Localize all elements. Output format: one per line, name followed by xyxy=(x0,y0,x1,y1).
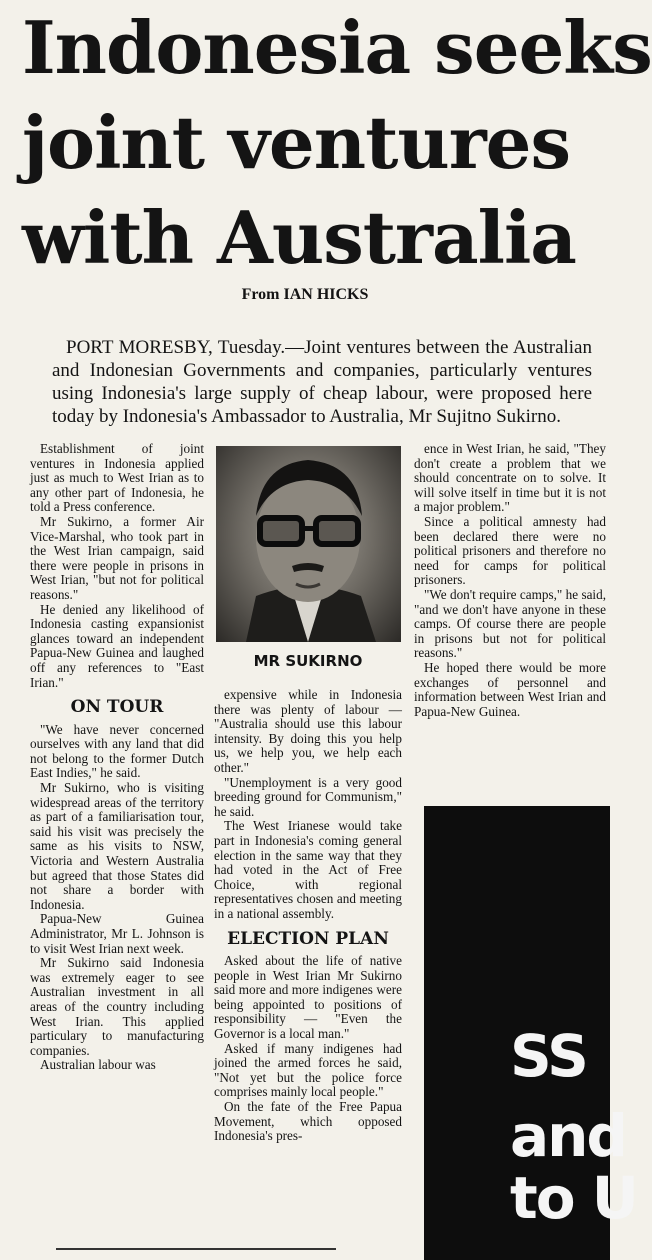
photo-caption: MR SUKIRNO xyxy=(253,652,363,670)
paragraph: Mr Sukirno said Indonesia was extremely eager to see Australian investment in all areas of the country including West Irian. This applied particulary to manufacturing companies. xyxy=(30,955,204,1058)
headline-line: with Australia xyxy=(22,195,576,280)
paragraph: Mr Sukirno, a former Air Vice-Marshal, who took part in the West Irian campaign, said there were people in prisons in West Irian, "but not for political reasons." xyxy=(30,513,204,602)
portrait-illustration xyxy=(216,446,401,642)
subheading-on-tour: ON TOUR xyxy=(70,697,164,718)
paragraph: Since a political amnesty had been declared there were no political prisoners and therefore no need for camps for political prisoners. xyxy=(414,513,606,588)
advertisement-text: and xyxy=(510,1102,626,1170)
headline-line: Indonesia seeks xyxy=(22,5,652,90)
paragraph: "We don't require camps," he said, "and we don't have anyone in these camps. Of course there are people in prisons but not for political reasons." xyxy=(414,586,606,661)
paragraph: On the fate of the Free Papua Movement, which opposed Indonesia's pres- xyxy=(214,1099,402,1144)
paragraph: Establishment of joint ventures in Indonesia applied just as much to West Irian as to any other part of Indonesia, he told a Press conference. xyxy=(30,441,204,515)
paragraph: "We have never concerned ourselves with any land that did not belong to the former Dutch East Indies," he said. xyxy=(30,721,204,781)
paragraph: Australian labour was xyxy=(40,1057,156,1073)
paragraph: "Unemployment is a very good breeding ground for Communism," he said. xyxy=(214,774,402,819)
headline-line: joint ventures xyxy=(22,100,570,185)
subheading-election-plan: ELECTION PLAN xyxy=(227,928,389,949)
byline: From IAN HICKS xyxy=(241,286,369,303)
column-right xyxy=(414,442,606,719)
paragraph: He denied any likelihood of Indonesia casting expansionist glances toward an independent Papua-New Guinea and laughed off any references to "East Irian." xyxy=(30,601,204,690)
paragraph: He hoped there would be more exchanges of personnel and information between West Irian and Papua-New Guinea. xyxy=(414,659,606,719)
paragraph: Asked about the life of native people in West Irian Mr Sukirno said more and more indigenes were being appointed to positions of responsibility — "Even the Governor is a local man." xyxy=(214,953,402,1042)
advertisement-text: SS xyxy=(510,1022,587,1090)
portrait-photo xyxy=(216,446,401,642)
paragraph: The West Irianese would take part in Indonesia's coming general election in the same way that they had voted in the Act of Free Choice, with regional representatives chosen and meeting in a national assembly. xyxy=(214,818,402,921)
column-left xyxy=(30,442,204,1073)
divider-rule xyxy=(56,1248,336,1250)
lede-paragraph: PORT MORESBY, Tuesday.—Joint ventures between the Australian and Indonesian Governments and companies, particularly ventures using Indonesia's large supply of cheap labour, were proposed here today by Indonesia's Ambassador to Australia, Mr Sujitno Sukirno. xyxy=(52,337,592,427)
headline xyxy=(22,0,652,285)
column-middle xyxy=(214,688,402,1144)
paragraph: Mr Sukirno, who is visiting widespread areas of the territory as part of a familiarisation tour, said his visit was precisely the same as his visits to NSW, Victoria and Western Australia but agreed that those States did not share a border with Indonesia. xyxy=(30,780,204,912)
paragraph: expensive while in Indonesia there was plenty of labour — "Australia should use this labour intensity. By doing this you help us, we help you, we help each other." xyxy=(214,687,402,775)
paragraph: Papua-New Guinea Administrator, Mr L. Johnson is to visit West Irian next week. xyxy=(30,911,204,956)
advertisement-text: to U xyxy=(510,1164,637,1232)
paragraph: Asked if many indigenes had joined the armed forces he said, "Not yet but the police force comprises mainly local people." xyxy=(214,1040,402,1100)
paragraph: ence in West Irian, he said, "They don't create a problem that we should concentrate on to solve. It will solve itself in time but it is not a major problem." xyxy=(414,441,606,515)
advertisement-block xyxy=(424,806,637,1260)
